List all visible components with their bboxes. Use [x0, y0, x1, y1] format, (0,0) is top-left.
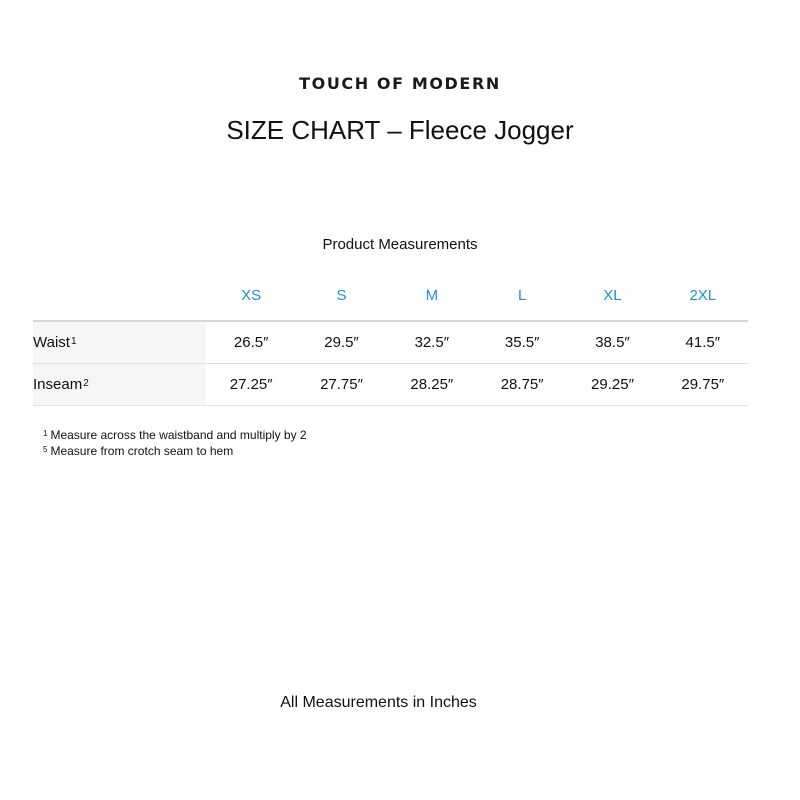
size-header-m: M	[425, 286, 439, 304]
table-cell: 27.25″	[229, 376, 273, 393]
units-note: All Measurements in Inches	[280, 694, 477, 711]
row-label-waist	[33, 322, 206, 363]
table-cell: 28.75″	[500, 376, 544, 393]
footnote-item	[43, 428, 307, 444]
table-cell: 32.5″	[414, 334, 450, 351]
size-header-s: S	[336, 286, 347, 304]
footnote-item	[43, 444, 307, 460]
footnote-marker: 1	[70, 336, 77, 347]
table-cell: 35.5″	[504, 334, 540, 351]
table-cell: 38.5″	[595, 334, 630, 351]
size-header-l: L	[517, 286, 527, 304]
footnote-marker: 1	[43, 429, 48, 438]
table-cell: 27.75″	[320, 376, 363, 393]
brand-logo: TOUCH OF MODERN	[299, 74, 501, 93]
table-cell: 29.75″	[681, 376, 725, 393]
size-header-xs: XS	[241, 286, 262, 304]
size-header-row	[33, 270, 748, 322]
row-label-text: Inseam	[33, 376, 83, 393]
footnote-marker: 2	[83, 378, 89, 389]
header-empty-cell	[33, 270, 206, 320]
row-label-inseam	[33, 364, 206, 405]
size-header-xl: XL	[603, 286, 622, 304]
page-title: SIZE CHART – Fleece Jogger	[226, 115, 574, 145]
size-table	[33, 270, 748, 406]
table-cell: 41.5″	[685, 334, 721, 351]
footnote-marker: 5	[43, 445, 48, 454]
row-label-text: Waist	[33, 334, 70, 351]
footnote-text: Measure from crotch seam to hem	[50, 444, 234, 458]
table-cell: 28.25″	[410, 376, 454, 393]
table-title: Product Measurements	[322, 236, 478, 253]
size-header-2xl: 2XL	[689, 286, 717, 304]
table-cell: 29.25″	[591, 376, 634, 393]
table-row-waist	[33, 322, 748, 364]
table-cell: 29.5″	[324, 334, 359, 351]
footnote-text: Measure across the waistband and multiply by 2	[50, 428, 307, 442]
table-row-inseam	[33, 364, 748, 406]
footnotes	[43, 428, 307, 460]
table-cell: 26.5″	[233, 334, 269, 351]
